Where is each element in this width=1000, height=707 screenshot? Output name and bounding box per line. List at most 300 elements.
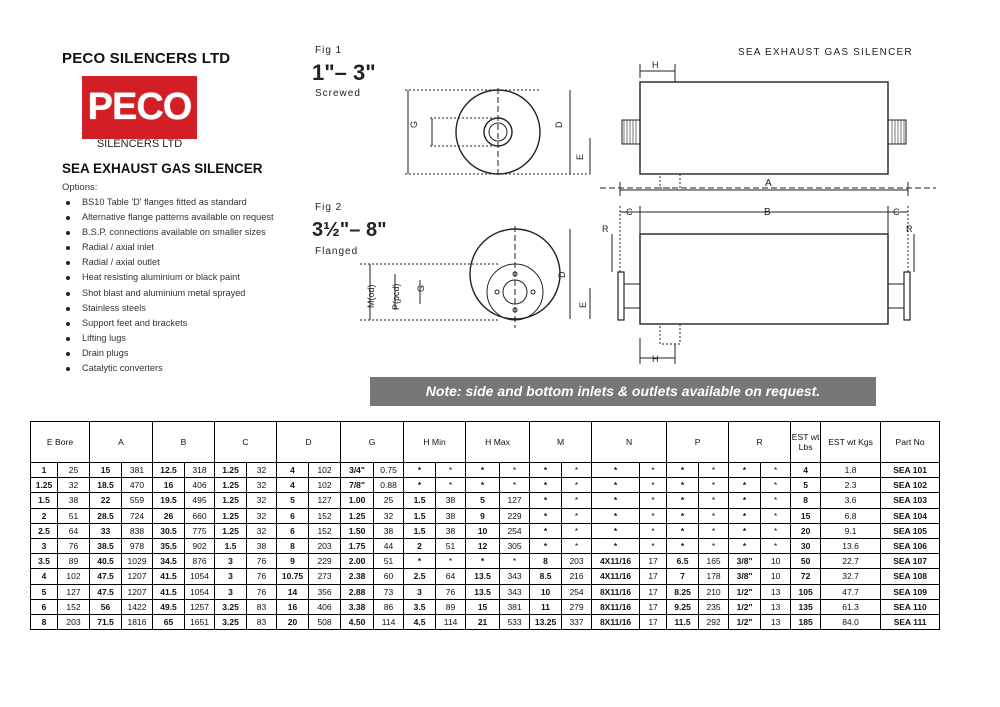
table-cell: * xyxy=(562,508,592,523)
table-cell: 16 xyxy=(277,599,309,614)
table-cell: * xyxy=(667,538,699,553)
table-cell: 4 xyxy=(277,463,309,478)
table-cell: SEA 103 xyxy=(881,493,940,508)
table-cell: 86 xyxy=(374,599,404,614)
table-cell: * xyxy=(640,493,667,508)
table-cell: 47.7 xyxy=(821,584,881,599)
table-cell: 30.5 xyxy=(153,523,185,538)
table-cell: 17 xyxy=(640,614,667,629)
table-cell: * xyxy=(466,554,500,569)
header-d: D xyxy=(277,422,341,463)
dim-m: M(od) xyxy=(366,284,376,308)
option-item: Drain plugs xyxy=(62,346,274,361)
table-cell: * xyxy=(761,478,791,493)
table-cell: 318 xyxy=(185,463,215,478)
table-cell: 533 xyxy=(500,614,530,629)
table-cell: * xyxy=(667,508,699,523)
logo-subtext: SILENCERS LTD xyxy=(96,138,183,150)
table-cell: SEA 104 xyxy=(881,508,940,523)
table-cell: 7 xyxy=(667,569,699,584)
dim-r2: R xyxy=(906,224,913,234)
table-row xyxy=(31,508,940,523)
table-cell: 203 xyxy=(58,614,90,629)
option-item: BS10 Table 'D' flanges fitted as standard xyxy=(62,195,274,210)
table-cell: 33 xyxy=(90,523,122,538)
table-cell: 495 xyxy=(185,493,215,508)
table-cell: * xyxy=(530,493,562,508)
table-cell: 1.25 xyxy=(215,463,247,478)
table-cell: 76 xyxy=(436,584,466,599)
table-cell: * xyxy=(500,478,530,493)
table-cell: 47.5 xyxy=(90,569,122,584)
table-cell: 89 xyxy=(436,599,466,614)
dim-d2: D xyxy=(557,271,567,278)
table-cell: * xyxy=(562,493,592,508)
table-cell: 135 xyxy=(791,599,821,614)
option-item: B.S.P. connections available on smaller sizes xyxy=(62,225,274,240)
table-cell: 1.5 xyxy=(404,508,436,523)
table-cell: 13.25 xyxy=(530,614,562,629)
spec-table xyxy=(30,421,940,630)
table-cell: 381 xyxy=(500,599,530,614)
table-cell: 8.25 xyxy=(667,584,699,599)
header-e-bore: E Bore xyxy=(31,422,90,463)
table-cell: 127 xyxy=(309,493,341,508)
table-row xyxy=(31,463,940,478)
dim-g2: G xyxy=(416,284,426,292)
table-cell: 4.5 xyxy=(404,614,436,629)
table-cell: 1.5 xyxy=(215,538,247,553)
table-cell: * xyxy=(592,478,640,493)
table-cell: 32 xyxy=(247,523,277,538)
table-cell: 508 xyxy=(309,614,341,629)
dim-h2: H xyxy=(652,354,659,364)
table-cell: 775 xyxy=(185,523,215,538)
table-cell: 14 xyxy=(277,584,309,599)
table-cell: 17 xyxy=(640,599,667,614)
table-cell: 1.25 xyxy=(31,478,58,493)
table-cell: 3/4" xyxy=(341,463,374,478)
table-cell: 72 xyxy=(791,569,821,584)
table-cell: SEA 111 xyxy=(881,614,940,629)
table-cell: 22.7 xyxy=(821,554,881,569)
note-banner: Note: side and bottom inlets & outlets available on request. xyxy=(370,377,876,406)
table-cell: * xyxy=(404,478,436,493)
fig2-end-view xyxy=(360,226,590,328)
fig1-end-view xyxy=(405,88,590,176)
table-cell: 1422 xyxy=(122,599,153,614)
table-cell: 56 xyxy=(90,599,122,614)
table-cell: 229 xyxy=(500,508,530,523)
fig2-side-view xyxy=(612,206,914,364)
table-cell: 1207 xyxy=(122,569,153,584)
header-est-wt-kgs: EST wt Kgs xyxy=(821,422,881,463)
table-cell: * xyxy=(436,554,466,569)
table-cell: 724 xyxy=(122,508,153,523)
header-part-no: Part No xyxy=(881,422,940,463)
table-cell: 13 xyxy=(761,584,791,599)
table-cell: 8X11/16 xyxy=(592,614,640,629)
table-cell: 76 xyxy=(247,554,277,569)
table-row xyxy=(31,493,940,508)
table-cell: 1 xyxy=(31,463,58,478)
table-cell: 71.5 xyxy=(90,614,122,629)
table-cell: 15 xyxy=(90,463,122,478)
fig1-type: Screwed xyxy=(315,88,361,99)
table-cell: 4X11/16 xyxy=(592,569,640,584)
table-cell: * xyxy=(592,508,640,523)
table-cell: 2.3 xyxy=(821,478,881,493)
table-cell: * xyxy=(761,463,791,478)
table-cell: 6 xyxy=(277,508,309,523)
table-cell: 8 xyxy=(277,538,309,553)
table-cell: 4 xyxy=(277,478,309,493)
table-cell: 64 xyxy=(436,569,466,584)
table-cell: 28.5 xyxy=(90,508,122,523)
table-cell: * xyxy=(562,463,592,478)
table-cell: 3.25 xyxy=(215,599,247,614)
table-cell: 279 xyxy=(562,599,592,614)
table-cell: 1054 xyxy=(185,584,215,599)
table-cell: 2 xyxy=(31,508,58,523)
table-cell: 1029 xyxy=(122,554,153,569)
table-cell: 9 xyxy=(466,508,500,523)
table-cell: 127 xyxy=(58,584,90,599)
table-cell: 15 xyxy=(791,508,821,523)
table-cell: 165 xyxy=(699,554,729,569)
option-item: Radial / axial outlet xyxy=(62,255,274,270)
table-cell: 2 xyxy=(404,538,436,553)
table-cell: 876 xyxy=(185,554,215,569)
option-item: Catalytic converters xyxy=(62,361,274,376)
table-cell: * xyxy=(592,493,640,508)
table-cell: 9.1 xyxy=(821,523,881,538)
table-cell: 83 xyxy=(247,599,277,614)
table-cell: 25 xyxy=(58,463,90,478)
table-row xyxy=(31,478,940,493)
table-cell: * xyxy=(436,478,466,493)
table-cell: 32 xyxy=(247,493,277,508)
dim-c1: C xyxy=(626,207,633,217)
table-cell: * xyxy=(699,523,729,538)
table-cell: 89 xyxy=(58,554,90,569)
table-cell: 22 xyxy=(90,493,122,508)
table-cell: 41.5 xyxy=(153,584,185,599)
table-cell: 34.5 xyxy=(153,554,185,569)
table-cell: 114 xyxy=(436,614,466,629)
table-cell: * xyxy=(640,508,667,523)
table-cell: * xyxy=(592,463,640,478)
table-cell: 83 xyxy=(247,614,277,629)
table-cell: 216 xyxy=(562,569,592,584)
table-cell: 8 xyxy=(31,614,58,629)
table-cell: * xyxy=(530,478,562,493)
table-cell: 1.5 xyxy=(404,493,436,508)
table-cell: 343 xyxy=(500,584,530,599)
header-c: C xyxy=(215,422,277,463)
table-cell: 1/2" xyxy=(729,599,761,614)
table-cell: 11 xyxy=(530,599,562,614)
table-cell: 838 xyxy=(122,523,153,538)
table-cell: 114 xyxy=(374,614,404,629)
table-cell: 10 xyxy=(761,554,791,569)
table-cell: 65 xyxy=(153,614,185,629)
fig2-size: 3½"– 8" xyxy=(312,219,387,241)
table-cell: * xyxy=(729,508,761,523)
table-cell: * xyxy=(761,493,791,508)
table-cell: 4 xyxy=(31,569,58,584)
table-cell: * xyxy=(729,523,761,538)
dim-b: B xyxy=(764,207,771,218)
option-item: Stainless steels xyxy=(62,301,274,316)
table-cell: 15 xyxy=(466,599,500,614)
table-cell: 3 xyxy=(215,584,247,599)
table-cell: * xyxy=(729,538,761,553)
table-cell: 5 xyxy=(277,493,309,508)
table-cell: 102 xyxy=(309,463,341,478)
table-cell: 38 xyxy=(436,493,466,508)
table-cell: 254 xyxy=(562,584,592,599)
table-cell: * xyxy=(761,508,791,523)
table-cell: 49.5 xyxy=(153,599,185,614)
table-cell: * xyxy=(436,463,466,478)
table-cell: 17 xyxy=(640,554,667,569)
table-cell: 7/8" xyxy=(341,478,374,493)
option-item: Lifting lugs xyxy=(62,331,274,346)
table-cell: 51 xyxy=(436,538,466,553)
table-cell: SEA 102 xyxy=(881,478,940,493)
table-cell: 13.5 xyxy=(466,569,500,584)
table-cell: 4.50 xyxy=(341,614,374,629)
table-cell: 30 xyxy=(791,538,821,553)
table-cell: * xyxy=(640,538,667,553)
table-cell: * xyxy=(640,478,667,493)
table-cell: 12 xyxy=(466,538,500,553)
table-cell: 3.6 xyxy=(821,493,881,508)
table-cell: 292 xyxy=(699,614,729,629)
dim-d1: D xyxy=(554,121,564,128)
header-a: A xyxy=(90,422,153,463)
table-cell: 337 xyxy=(562,614,592,629)
header-h-min: H Min xyxy=(404,422,466,463)
table-cell: 76 xyxy=(247,569,277,584)
table-cell: * xyxy=(592,523,640,538)
table-cell: * xyxy=(530,538,562,553)
header-h-max: H Max xyxy=(466,422,530,463)
table-cell: 3 xyxy=(404,584,436,599)
table-cell: 6 xyxy=(277,523,309,538)
table-cell: 3 xyxy=(215,569,247,584)
table-cell: 3.5 xyxy=(404,599,436,614)
fig1-label: Fig 1 xyxy=(315,45,343,56)
table-cell: * xyxy=(729,493,761,508)
table-cell: * xyxy=(530,523,562,538)
dim-a: A xyxy=(765,178,772,189)
table-cell: 1.5 xyxy=(404,523,436,538)
header-p: P xyxy=(667,422,729,463)
table-cell: 32 xyxy=(58,478,90,493)
table-cell: 5 xyxy=(791,478,821,493)
table-cell: 105 xyxy=(791,584,821,599)
table-cell: 9 xyxy=(277,554,309,569)
table-cell: 9.25 xyxy=(667,599,699,614)
product-title: SEA EXHAUST GAS SILENCER xyxy=(62,161,263,176)
table-cell: 38 xyxy=(58,493,90,508)
table-row xyxy=(31,599,940,614)
table-cell: 13.5 xyxy=(466,584,500,599)
table-cell: SEA 101 xyxy=(881,463,940,478)
table-cell: 1207 xyxy=(122,584,153,599)
table-cell: 3/8" xyxy=(729,554,761,569)
table-cell: * xyxy=(699,463,729,478)
table-cell: 6.8 xyxy=(821,508,881,523)
drawing-heading: SEA EXHAUST GAS SILENCER xyxy=(738,47,913,58)
table-cell: 178 xyxy=(699,569,729,584)
spec-table-body xyxy=(31,463,940,630)
table-cell: 13 xyxy=(761,614,791,629)
table-cell: 20 xyxy=(791,523,821,538)
table-cell: 60 xyxy=(374,569,404,584)
table-header-row xyxy=(31,422,940,463)
table-cell: 25 xyxy=(374,493,404,508)
table-cell: 20 xyxy=(277,614,309,629)
table-cell: 1257 xyxy=(185,599,215,614)
peco-logo xyxy=(82,76,197,139)
table-cell: * xyxy=(667,463,699,478)
table-cell: 254 xyxy=(500,523,530,538)
table-cell: SEA 110 xyxy=(881,599,940,614)
table-cell: 343 xyxy=(500,569,530,584)
option-item: Heat resisting aluminium or black paint xyxy=(62,270,274,285)
table-cell: 381 xyxy=(122,463,153,478)
table-cell: 1816 xyxy=(122,614,153,629)
fig1-size: 1"– 3" xyxy=(312,60,376,85)
table-cell: 1.25 xyxy=(341,508,374,523)
table-cell: 8X11/16 xyxy=(592,599,640,614)
dim-g1: G xyxy=(409,120,419,128)
table-cell: 32.7 xyxy=(821,569,881,584)
option-item: Support feet and brackets xyxy=(62,316,274,331)
table-cell: * xyxy=(699,508,729,523)
table-cell: 38 xyxy=(247,538,277,553)
table-cell: 0.88 xyxy=(374,478,404,493)
table-cell: 38.5 xyxy=(90,538,122,553)
table-cell: 1/2" xyxy=(729,614,761,629)
table-cell: 1.25 xyxy=(215,508,247,523)
table-cell: 8 xyxy=(791,493,821,508)
table-cell: 3.5 xyxy=(31,554,58,569)
table-cell: 6.5 xyxy=(667,554,699,569)
table-cell: 978 xyxy=(122,538,153,553)
table-cell: * xyxy=(562,478,592,493)
table-cell: 4X11/16 xyxy=(592,554,640,569)
table-cell: SEA 108 xyxy=(881,569,940,584)
header-est-wt-lbs: EST wt Lbs xyxy=(791,422,821,463)
table-cell: * xyxy=(640,463,667,478)
table-cell: * xyxy=(404,463,436,478)
table-cell: 406 xyxy=(309,599,341,614)
table-cell: 32 xyxy=(247,478,277,493)
table-cell: 902 xyxy=(185,538,215,553)
table-cell: 305 xyxy=(500,538,530,553)
table-cell: 8.5 xyxy=(530,569,562,584)
dim-e1: E xyxy=(575,153,585,160)
table-cell: 17 xyxy=(640,569,667,584)
table-cell: 2.88 xyxy=(341,584,374,599)
table-row xyxy=(31,569,940,584)
table-cell: 40.5 xyxy=(90,554,122,569)
table-cell: 8 xyxy=(530,554,562,569)
table-cell: * xyxy=(667,493,699,508)
header-n: N xyxy=(592,422,667,463)
table-cell: 102 xyxy=(309,478,341,493)
logo-text: PECO xyxy=(87,86,192,128)
table-cell: SEA 105 xyxy=(881,523,940,538)
table-cell: 10 xyxy=(761,569,791,584)
header-g: G xyxy=(341,422,404,463)
table-cell: 152 xyxy=(309,523,341,538)
header-r: R xyxy=(729,422,791,463)
table-cell: 406 xyxy=(185,478,215,493)
table-cell: 152 xyxy=(58,599,90,614)
table-cell: 1.25 xyxy=(215,523,247,538)
table-cell: * xyxy=(500,463,530,478)
table-row xyxy=(31,538,940,553)
table-cell: * xyxy=(592,538,640,553)
table-cell: 13.6 xyxy=(821,538,881,553)
table-cell: 32 xyxy=(374,508,404,523)
options-list xyxy=(62,195,274,376)
table-cell: 51 xyxy=(374,554,404,569)
table-cell: * xyxy=(729,463,761,478)
table-cell: 2.38 xyxy=(341,569,374,584)
table-cell: 10.75 xyxy=(277,569,309,584)
header-m: M xyxy=(530,422,592,463)
table-cell: 21 xyxy=(466,614,500,629)
table-cell: 2.5 xyxy=(31,523,58,538)
table-cell: 356 xyxy=(309,584,341,599)
dim-h1: H xyxy=(652,60,659,70)
table-cell: * xyxy=(466,463,500,478)
table-cell: * xyxy=(640,523,667,538)
table-cell: * xyxy=(699,538,729,553)
table-cell: 1.25 xyxy=(215,478,247,493)
table-cell: 3/8" xyxy=(729,569,761,584)
table-cell: 1054 xyxy=(185,569,215,584)
table-cell: 84.0 xyxy=(821,614,881,629)
table-cell: * xyxy=(667,478,699,493)
table-cell: 47.5 xyxy=(90,584,122,599)
table-cell: 1.50 xyxy=(341,523,374,538)
table-row xyxy=(31,554,940,569)
table-cell: 64 xyxy=(58,523,90,538)
table-row xyxy=(31,523,940,538)
table-cell: 38 xyxy=(374,523,404,538)
table-cell: * xyxy=(530,508,562,523)
table-cell: * xyxy=(500,554,530,569)
table-cell: 26 xyxy=(153,508,185,523)
table-cell: 1.8 xyxy=(821,463,881,478)
table-cell: 152 xyxy=(309,508,341,523)
options-label: Options: xyxy=(62,182,98,193)
table-cell: * xyxy=(761,538,791,553)
table-cell: 235 xyxy=(699,599,729,614)
fig1-side-view xyxy=(600,64,936,196)
dim-r1: R xyxy=(602,224,609,234)
table-cell: 3 xyxy=(31,538,58,553)
table-cell: SEA 106 xyxy=(881,538,940,553)
dim-p: P(pcd) xyxy=(391,283,401,310)
